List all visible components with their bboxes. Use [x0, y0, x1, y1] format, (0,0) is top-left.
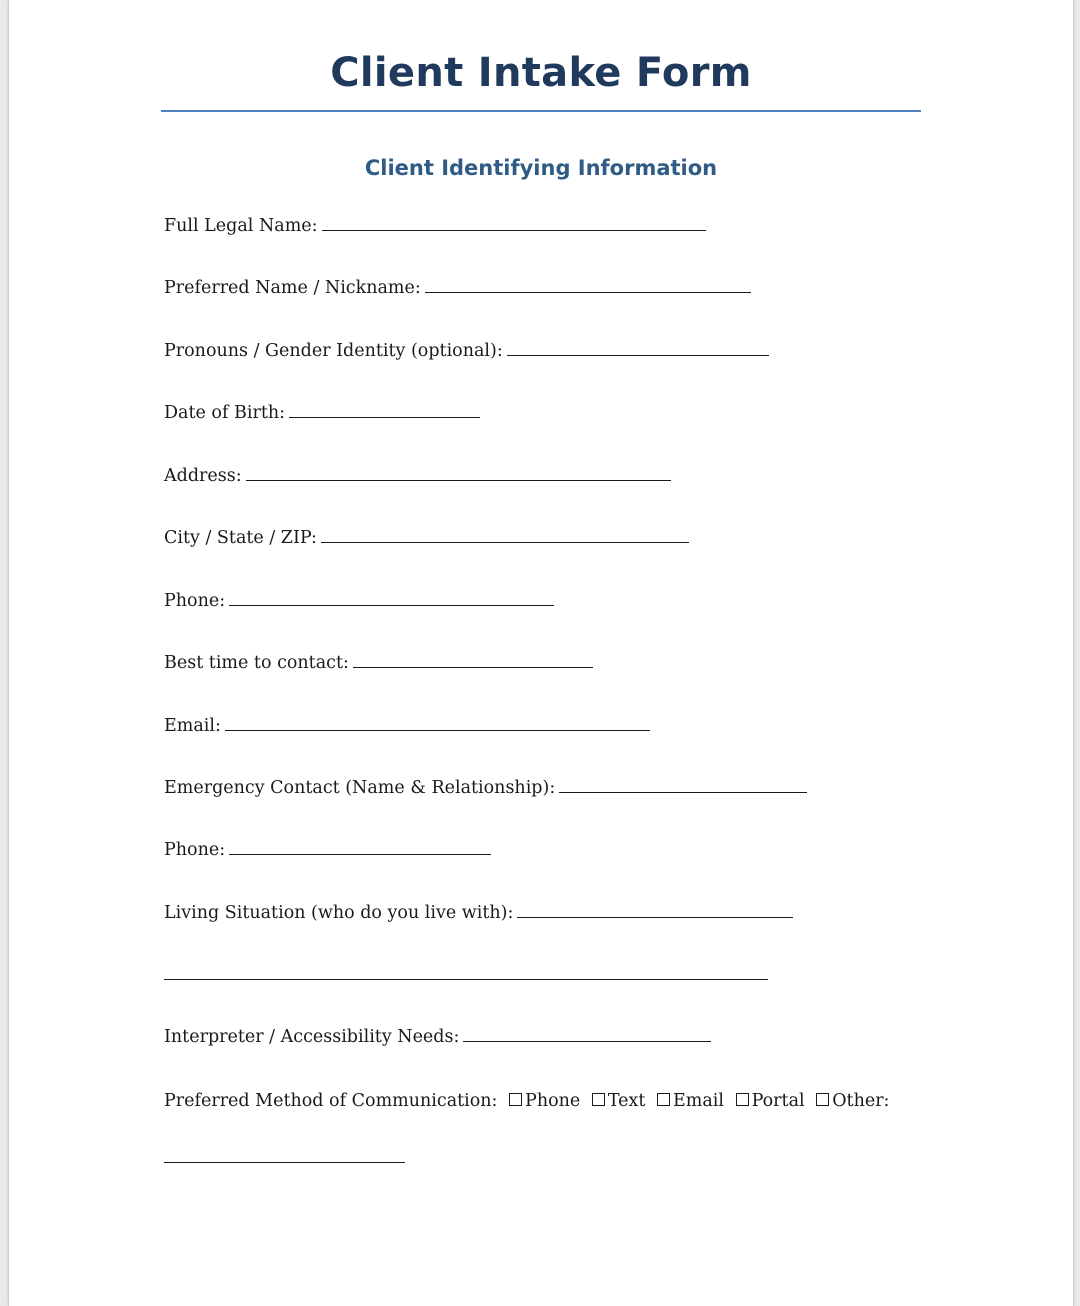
emergency-phone-blank[interactable]: [229, 838, 491, 855]
best-time-blank[interactable]: [353, 651, 593, 668]
field-interpreter-needs: [164, 1025, 711, 1048]
phone-checkbox[interactable]: [509, 1093, 522, 1106]
field-label: Pronouns / Gender Identity (optional):: [164, 341, 503, 361]
field-city-state-zip: [164, 526, 689, 549]
city-state-zip-blank[interactable]: [321, 526, 689, 543]
option-phone: [503, 1091, 580, 1111]
other-method-blank[interactable]: [164, 1146, 405, 1163]
field-preferred-name: [164, 276, 751, 299]
text-checkbox[interactable]: [592, 1093, 605, 1106]
field-label: Emergency Contact (Name & Relationship):: [164, 778, 556, 798]
option-label: Phone: [525, 1091, 581, 1111]
document-page: [8, 0, 1074, 1306]
portal-checkbox[interactable]: [736, 1093, 749, 1106]
field-date-of-birth: [164, 401, 480, 424]
option-label: Email: [673, 1091, 724, 1111]
field-full-legal-name: [164, 214, 706, 237]
living-situation-blank[interactable]: [517, 901, 793, 918]
option-text: [586, 1091, 646, 1111]
preferred-name-blank[interactable]: [425, 276, 751, 293]
field-label: Phone:: [164, 840, 226, 860]
field-email: [164, 714, 650, 737]
section-heading: Client Identifying Information: [364, 156, 718, 180]
option-other: [810, 1091, 889, 1111]
field-living-situation: [164, 901, 793, 924]
field-label: Full Legal Name:: [164, 216, 318, 236]
field-label: Email:: [164, 716, 221, 736]
date-of-birth-blank[interactable]: [289, 401, 480, 418]
option-label: Other:: [832, 1091, 890, 1111]
field-label: Address:: [164, 466, 242, 486]
field-label: Date of Birth:: [164, 403, 286, 423]
field-emergency-phone: [164, 838, 491, 861]
field-best-time: [164, 651, 593, 674]
field-other-method: [164, 1146, 405, 1169]
phone-blank[interactable]: [229, 589, 554, 606]
title-divider: [161, 110, 921, 112]
pronouns-blank[interactable]: [507, 339, 769, 356]
field-label: Preferred Name / Nickname:: [164, 278, 421, 298]
field-label: City / State / ZIP:: [164, 528, 317, 548]
address-blank[interactable]: [246, 464, 671, 481]
full-legal-name-blank[interactable]: [322, 214, 706, 231]
field-living-situation-continued: [164, 963, 768, 986]
field-pronouns: [164, 339, 769, 362]
option-label: Portal: [751, 1091, 805, 1111]
field-phone: [164, 589, 554, 612]
field-label: Interpreter / Accessibility Needs:: [164, 1027, 460, 1047]
page-title: Client Intake Form: [330, 50, 752, 96]
field-label: Best time to contact:: [164, 653, 349, 673]
field-emergency-contact: [164, 776, 807, 799]
interpreter-needs-blank[interactable]: [463, 1025, 711, 1042]
field-preferred-method: [164, 1090, 889, 1112]
field-address: [164, 464, 671, 487]
other-checkbox[interactable]: [816, 1093, 829, 1106]
living-situation-continued-blank[interactable]: [164, 963, 768, 980]
option-email: [651, 1091, 724, 1111]
option-label: Text: [607, 1091, 646, 1111]
field-label: Preferred Method of Communication:: [164, 1091, 498, 1111]
email-blank[interactable]: [225, 714, 650, 731]
email-checkbox[interactable]: [657, 1093, 670, 1106]
field-label: Phone:: [164, 591, 226, 611]
option-portal: [730, 1091, 805, 1111]
field-label: Living Situation (who do you live with):: [164, 903, 514, 923]
emergency-contact-blank[interactable]: [559, 776, 807, 793]
